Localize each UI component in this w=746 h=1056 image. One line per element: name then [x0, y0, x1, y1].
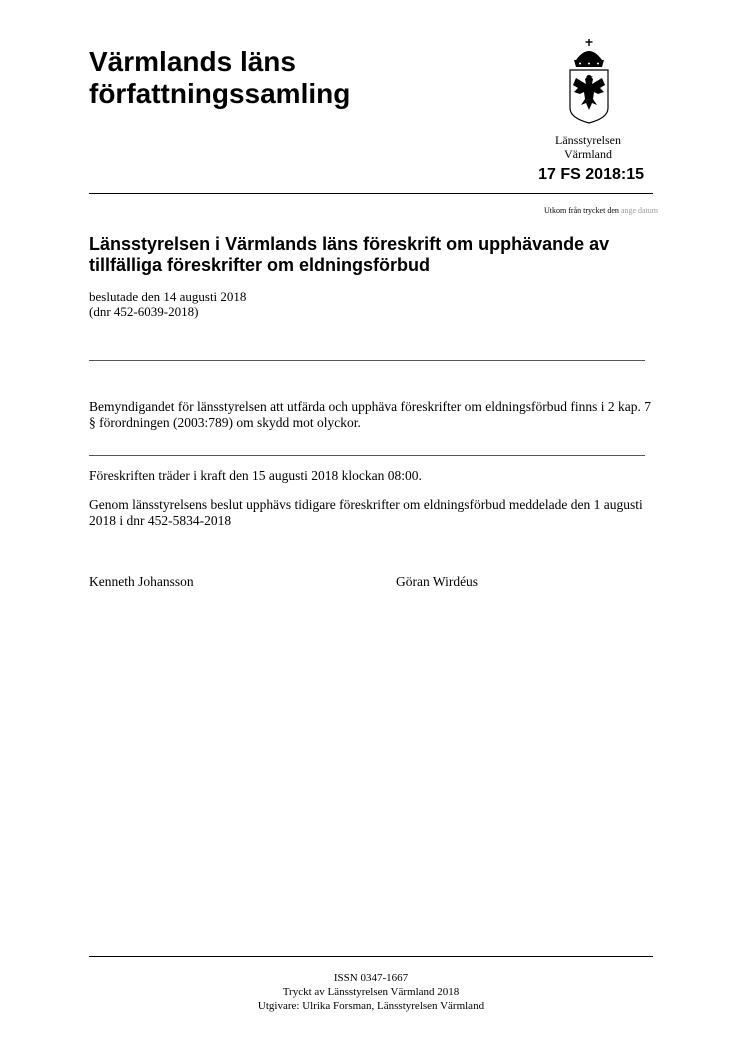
publication-title	[89, 46, 350, 110]
decision-info	[89, 289, 246, 319]
issued-date-placeholder: ange datum	[620, 206, 658, 215]
decision-date: beslutade den 14 augusti 2018	[89, 289, 247, 304]
footer-issn: ISSN 0347-1667	[333, 972, 409, 984]
publication-title-line2: författningssamling	[89, 78, 351, 109]
coat-of-arms-icon	[566, 38, 612, 124]
series-number: 17 FS 2018:15	[538, 166, 644, 183]
section-divider	[89, 455, 645, 456]
issuer-name	[520, 133, 656, 161]
repeal-paragraph: Genom länsstyrelsens beslut upphävs tidigare föreskrifter om eldningsförbud meddelade den 1 augusti 2018 i dnr 452-5834-2018	[89, 497, 643, 528]
entry-into-force-paragraph: Föreskriften träder i kraft den 15 augusti 2018 klockan 08:00.	[89, 468, 422, 483]
signatory-2: Göran Wirdéus	[396, 574, 479, 589]
issuer-name-line2: Värmland	[564, 147, 612, 161]
footer-publisher: Utgivare: Ulrika Forsman, Länsstyrelsen Värmland	[257, 1000, 485, 1012]
header-divider	[89, 193, 653, 194]
document-title: Länsstyrelsen i Värmlands läns föreskrift om upphävande av tillfälliga föreskrifter om eldningsförbud	[89, 234, 610, 275]
issued-date-line	[420, 206, 658, 215]
reference-number: (dnr 452-6039-2018)	[89, 304, 199, 319]
footer-divider	[89, 956, 653, 957]
footer-printed: Tryckt av Länsstyrelsen Värmland 2018	[282, 986, 460, 998]
footer	[89, 971, 653, 1013]
issued-date-label: Utkom från trycket den	[544, 206, 619, 215]
authorization-paragraph: Bemyndigandet för länsstyrelsen att utfärda och upphäva föreskrifter om eldningsförbud finns i 2 kap. 7 § förordningen (2003:789) om skydd mot olyckor.	[89, 399, 651, 430]
publication-title-line1: Värmlands läns	[89, 46, 296, 77]
section-divider	[89, 360, 645, 361]
issuer-name-line1: Länsstyrelsen	[555, 133, 621, 147]
signatory-1: Kenneth Johansson	[89, 574, 194, 589]
